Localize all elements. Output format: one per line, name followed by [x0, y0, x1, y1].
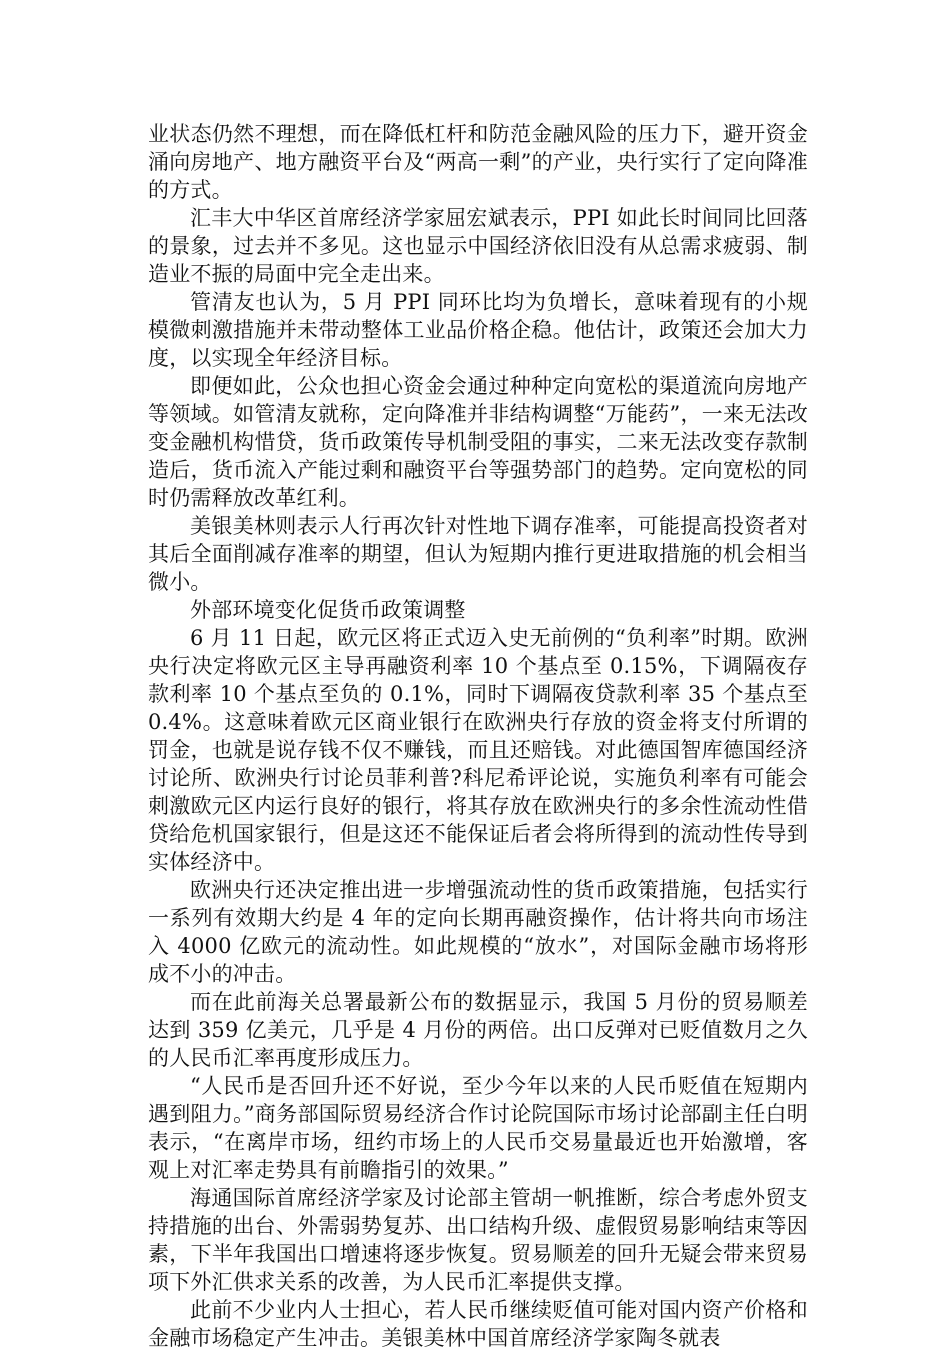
paragraph-9: “人民币是否回升还不好说，至少今年以来的人民币贬值在短期内遇到阻力。”商务部国际贸易经济合作讨论院国际市场讨论部副主任白明表示，“在离岸市场，纽约市场上的人民币交易量最近也开始激增，客观上对汇率走势具有前瞻指引的效果。”: [148, 1074, 808, 1182]
paragraph-2: 汇丰大中华区首席经济学家屈宏斌表示，PPI 如此长时间同比回落的景象，过去并不多见。这也显示中国经济依旧没有从总需求疲弱、制造业不振的局面中完全走出来。: [148, 206, 808, 286]
paragraph-10: 海通国际首席经济学家及讨论部主管胡一帆推断，综合考虑外贸支持措施的出台、外需弱势复苏、出口结构升级、虚假贸易影响结束等因素，下半年我国出口增速将逐步恢复。贸易顺差的回升无疑会带来贸易项下外汇供求关系的改善，为人民币汇率提供支撑。: [148, 1186, 808, 1294]
paragraph-7: 欧洲央行还决定推出进一步增强流动性的货币政策措施，包括实行一系列有效期大约是 4 年的定向长期再融资操作，估计将共向市场注入 4000 亿欧元的流动性。如此规模的“放水”，对国际金融市场将形成不小的冲击。: [148, 878, 808, 986]
paragraph-5: 美银美林则表示人行再次针对性地下调存准率，可能提高投资者对其后全面削减存准率的期望，但认为短期内推行更进取措施的机会相当微小。: [148, 514, 808, 594]
paragraph-3: 管清友也认为，5 月 PPI 同环比均为负增长，意味着现有的小规模微刺激措施并未带动整体工业品价格企稳。他估计，政策还会加大力度，以实现全年经济目标。: [148, 290, 808, 370]
paragraph-11: 此前不少业内人士担心，若人民币继续贬值可能对国内资产价格和金融市场稳定产生冲击。美银美林中国首席经济学家陶冬就表: [148, 1298, 808, 1350]
paragraph-6: 6 月 11 日起，欧元区将正式迈入史无前例的“负利率”时期。欧洲央行决定将欧元区主导再融资利率 10 个基点至 0.15%，下调隔夜存款利率 10 个基点至负的 0.1%，同时下调隔夜贷款利率 35 个基点至 0.4%。这意味着欧元区商业银行在欧洲央行存放的资金将支付所谓的罚金，也就是说存钱不仅不赚钱，而且还赔钱。对此德国智库德国经济讨论所、欧洲央行讨论员菲利普?科尼希评论说，实施负利率有可能会刺激欧元区内运行良好的银行，将其存放在欧洲央行的多余性流动性借贷给危机国家银行，但是这还不能保证后者会将所得到的流动性传导到实体经济中。: [148, 626, 808, 874]
paragraph-1: 业状态仍然不理想，而在降低杠杆和防范金融风险的压力下，避开资金涌向房地产、地方融资平台及“两高一剩”的产业，央行实行了定向降准的方式。: [148, 122, 808, 202]
section-heading: 外部环境变化促货币政策调整: [190, 598, 466, 622]
paragraph-4: 即便如此，公众也担心资金会通过种种定向宽松的渠道流向房地产等领域。如管清友就称，定向降准并非结构调整“万能药”，一来无法改变金融机构惜贷，货币政策传导机制受阻的事实，二来无法改变存款制造后，货币流入产能过剩和融资平台等强势部门的趋势。定向宽松的同时仍需释放改革红利。: [148, 374, 808, 510]
paragraph-8: 而在此前海关总署最新公布的数据显示，我国 5 月份的贸易顺差达到 359 亿美元，几乎是 4 月份的两倍。出口反弹对已贬值数月之久的人民币汇率再度形成压力。: [148, 990, 808, 1070]
document-body: [148, 120, 808, 1352]
